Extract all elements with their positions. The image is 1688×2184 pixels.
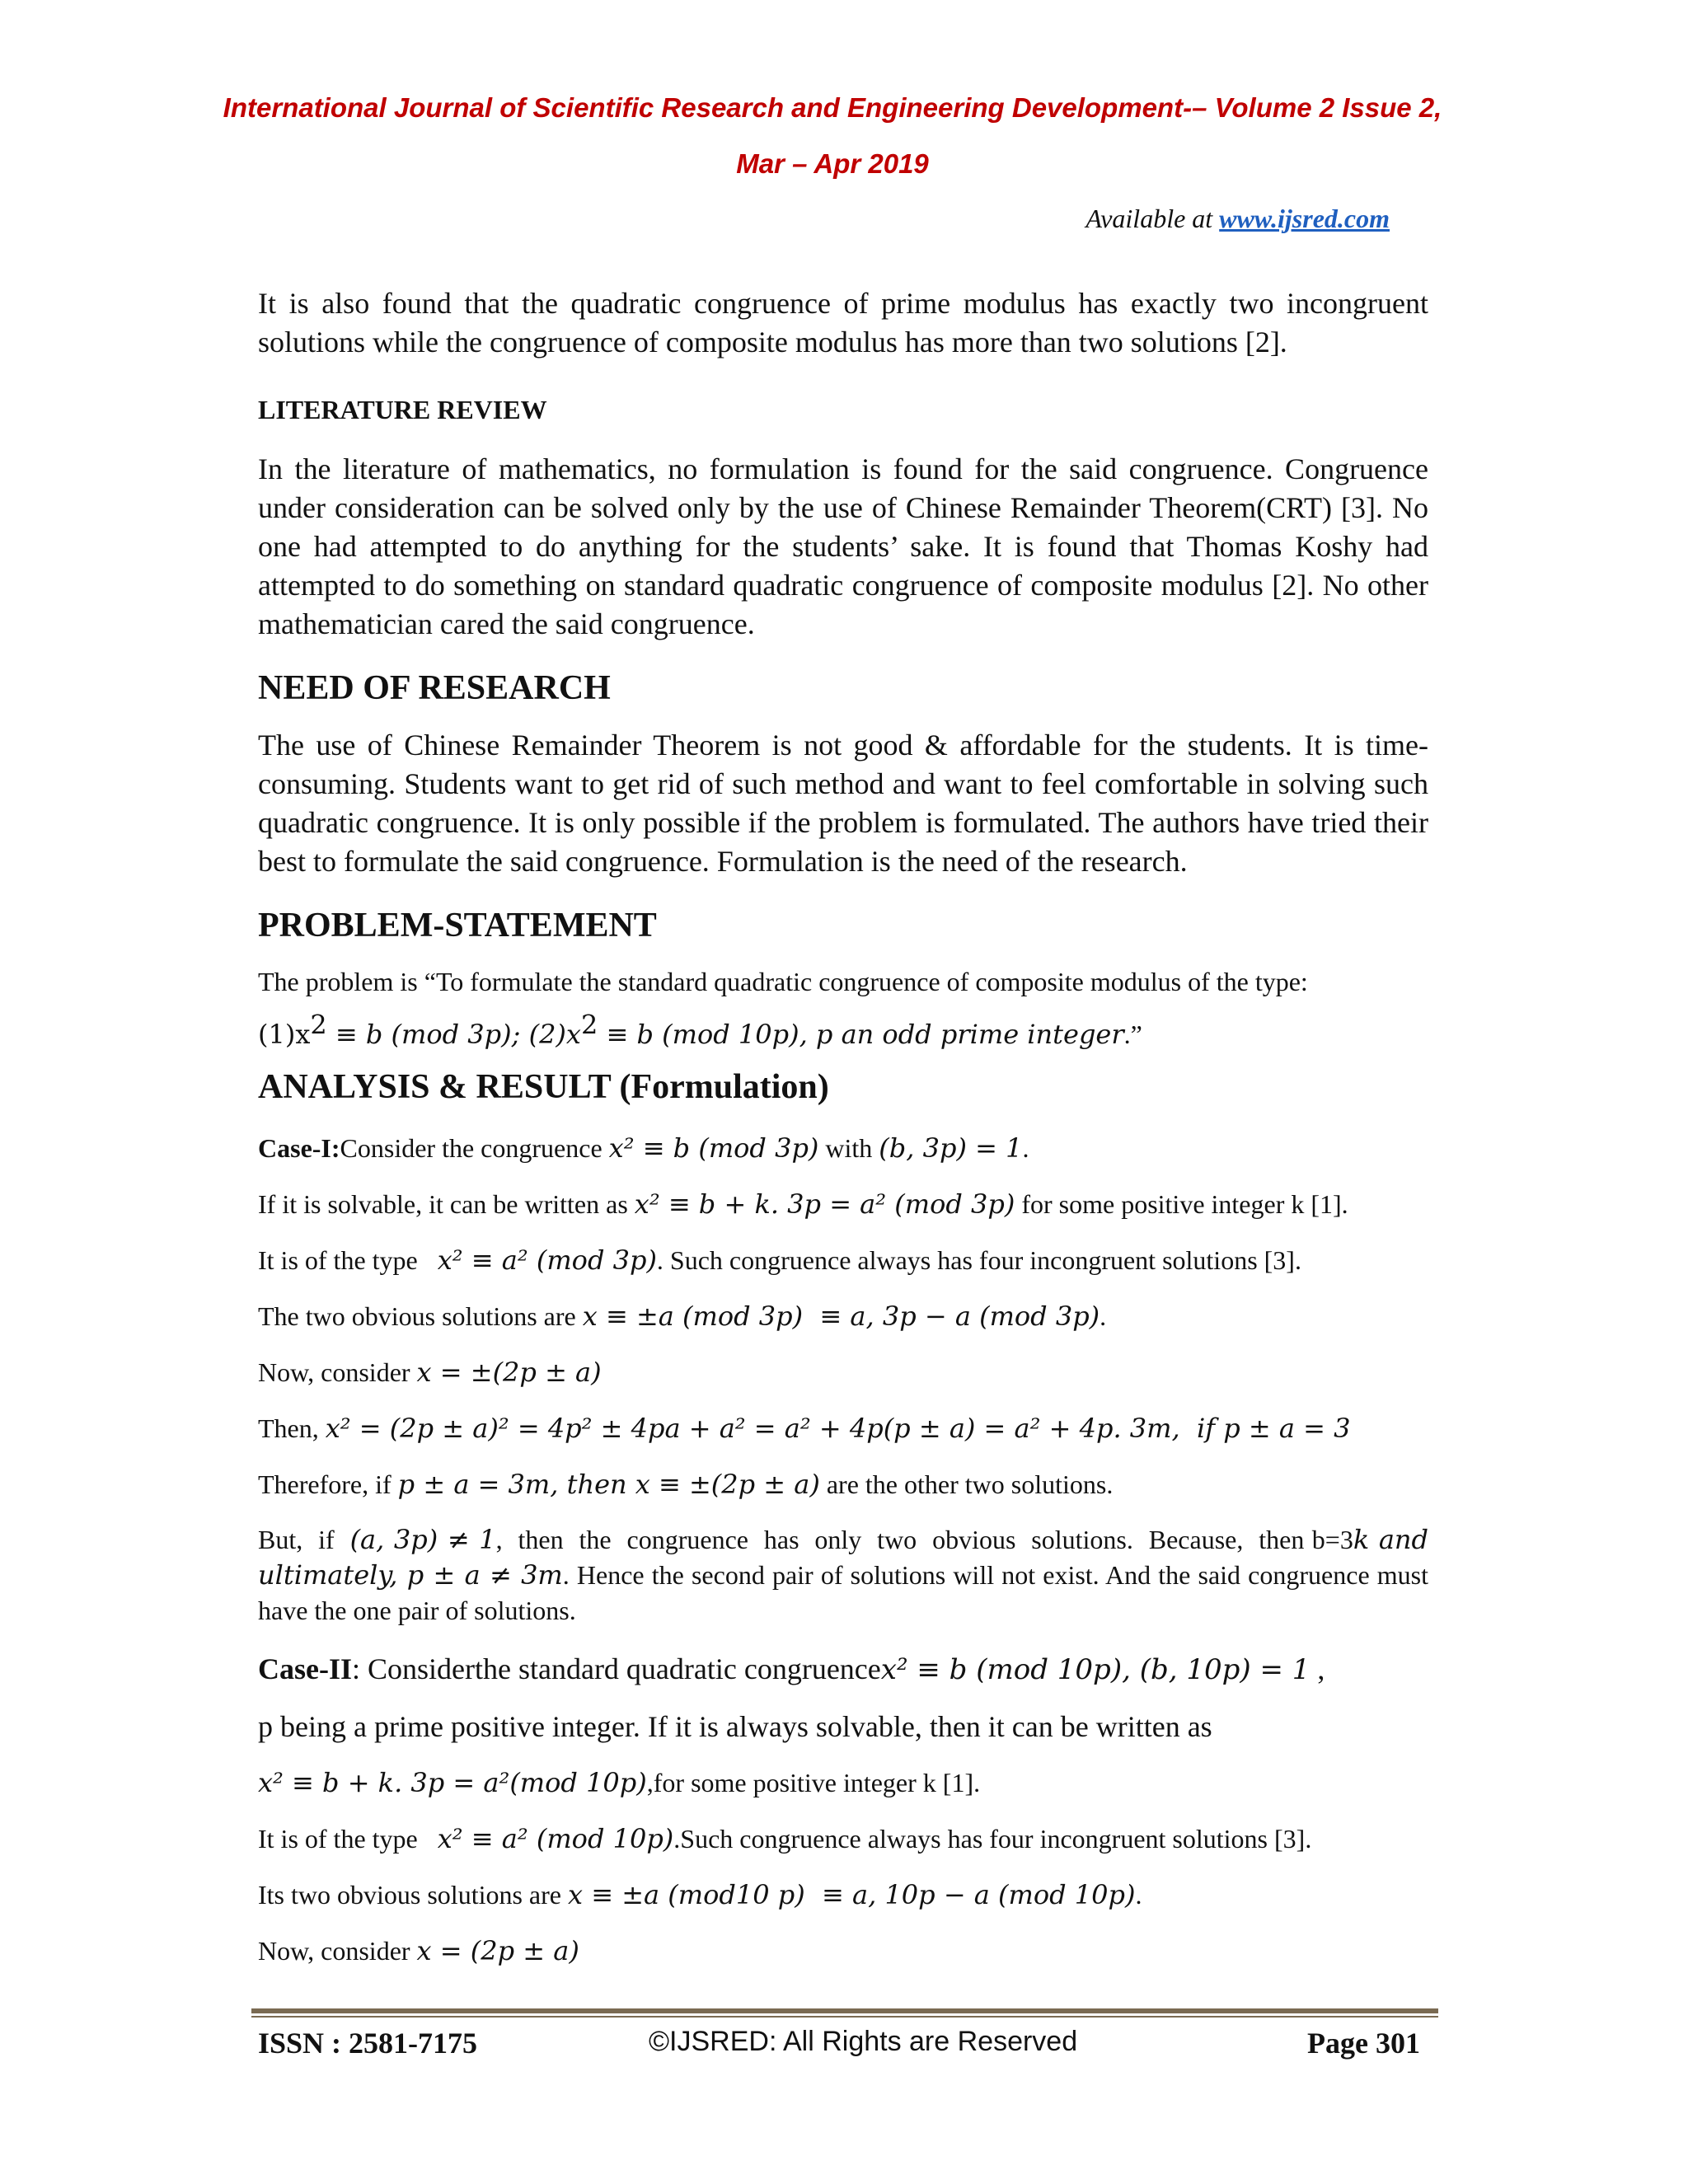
case1-then-line — [258, 1410, 1428, 1446]
case1-solvable-line — [258, 1186, 1428, 1222]
footer-page-number: Page 301 — [1307, 2027, 1420, 2060]
case1-obvious-line — [258, 1298, 1428, 1334]
therefore-equation: p ± a = 3m, then x ≡ ±(2p ± a) — [397, 1469, 820, 1500]
line-text: Therefore, if — [258, 1469, 398, 1499]
footer-rule-thin — [251, 2016, 1438, 2018]
line-text: .Such congruence always has four incongruent solutions [3]. — [673, 1824, 1312, 1854]
case2-solvable-line — [258, 1765, 1428, 1801]
line-text: Then, — [258, 1413, 326, 1443]
case2-obvious-line — [258, 1877, 1428, 1913]
availability-line — [1085, 204, 1390, 234]
solvable-equation: x² ≡ b + k. 3p = a² (mod 3p) — [634, 1188, 1015, 1220]
line-text: for some positive integer k [1]. — [1015, 1189, 1348, 1219]
problem-heading: PROBLEM-STATEMENT — [258, 907, 657, 944]
journal-header-title: International Journal of Scientific Research and Engineering Development-– Volume 2 Issue 2, — [223, 92, 1442, 123]
problem-equation-line: $(1)x^2 \equiv b$ (mod 3p); $(2)x^2 \equiv b$ (mod 10p), p an odd prime integer.” — [258, 1009, 1142, 1050]
line-text: . — [1135, 1880, 1142, 1910]
need-paragraph: The use of Chinese Remainder Theorem is not good & affordable for the students. It is time-consuming. Students want to get rid of such method and want to feel comfortable in solving such quadratic congruence. It is only possible if the problem is formulated. The authors have tried their best to formulate the said congruence. Formulation is the need of the research. — [258, 729, 1428, 878]
case2-consider-line — [258, 1933, 1428, 1969]
but-condition: (a, 3p) ≠ 1 — [349, 1524, 496, 1555]
need-heading: NEED OF RESEARCH — [258, 669, 611, 707]
case2-type-equation: x² ≡ a² (mod 10p) — [437, 1823, 674, 1854]
consider-equation: x = ±(2p ± a) — [416, 1357, 602, 1388]
line-text: Its two obvious solutions are — [258, 1880, 568, 1910]
case1-but-paragraph — [258, 1522, 1428, 1629]
literature-paragraph: In the literature of mathematics, no formulation is found for the said congruence. Congruence under consideration can be solved only by the use of Chinese Remainder Theorem(CRT) [3]. No one had attempted to do anything for the students’ sake. It is found that Thomas Koshy had attempted to do something on standard quadratic congruence of composite modulus [2]. No other mathematician cared the said congruence. — [258, 452, 1428, 640]
line-text: ,for some positive integer k [1]. — [646, 1768, 981, 1797]
case2-line — [258, 1650, 1428, 1690]
line-text: Now, consider — [258, 1936, 417, 1966]
case1-consider-line — [258, 1354, 1428, 1390]
obvious-equation: x ≡ ±a (mod 3p) ≡ a, 3p − a (mod 3p) — [582, 1301, 1100, 1332]
case1-type-line — [258, 1242, 1428, 1278]
case1-with: with — [818, 1133, 879, 1163]
problem-eq-part1: (1)x — [258, 1019, 311, 1050]
line-text: , then the congruence has only two obvious solutions. Because, then b=3 — [495, 1525, 1353, 1554]
but-equation: k and ultimately, p ± a ≠ 3m — [258, 1524, 1429, 1591]
case2-obvious-equation: x ≡ ±a (mod10 p) ≡ a, 10p − a (mod 10p) — [567, 1879, 1136, 1910]
case2-consider-equation: x = (2p ± a) — [416, 1935, 579, 1966]
line-text: . — [1100, 1301, 1107, 1331]
footer-rule-thick — [251, 2008, 1438, 2013]
case1-condition: (b, 3p) = 1 — [879, 1132, 1023, 1164]
case1-text: Consider the congruence — [340, 1133, 609, 1163]
literature-heading: LITERATURE REVIEW — [258, 395, 547, 424]
case2-prime-line: p being a prime positive integer. If it is always solvable, then it can be written as — [258, 1710, 1212, 1743]
case1-equation: x² ≡ b (mod 3p) — [608, 1132, 819, 1164]
case2-end: , — [1310, 1652, 1325, 1685]
line-text: It is of the type — [258, 1245, 438, 1275]
problem-eq-part3: ≡ b (mod 10p), p an odd prime integer — [598, 1019, 1124, 1050]
case2-text: : Considerthe standard quadratic congruence — [352, 1652, 881, 1685]
journal-website-link[interactable]: www.ijsred.com — [1219, 204, 1390, 233]
footer-copyright: ©IJSRED: All Rights are Reserved — [649, 2026, 1078, 2057]
case1-therefore-line — [258, 1466, 1428, 1502]
line-text: It is of the type — [258, 1824, 438, 1854]
case2-type-line — [258, 1821, 1428, 1857]
case1-label: Case-I: — [258, 1133, 340, 1163]
case2-label: Case-II — [258, 1652, 352, 1685]
type-equation: x² ≡ a² (mod 3p) — [437, 1244, 657, 1276]
problem-eq-end: .” — [1123, 1019, 1142, 1049]
line-text: Now, consider — [258, 1357, 417, 1387]
line-text: But, if — [258, 1525, 350, 1554]
line-text: The two obvious solutions are — [258, 1301, 583, 1331]
problem-paragraph: The problem is “To formulate the standard quadratic congruence of composite modulus of the type: — [258, 967, 1308, 996]
available-prefix: Available at — [1085, 204, 1213, 233]
problem-eq-part2: ≡ b (mod 3p); (2)x — [326, 1019, 581, 1050]
intro-paragraph: It is also found that the quadratic congruence of prime modulus has exactly two incongruent solutions while the congruence of composite modulus has more than two solutions [2]. — [258, 287, 1428, 359]
line-text: are the other two solutions. — [819, 1469, 1114, 1499]
expansion-equation: x² = (2p ± a)² = 4p² ± 4pa + a² = a² + 4p(p ± a) = a² + 4p. 3m, if p ± a = 3 — [325, 1413, 1351, 1444]
line-text: . Such congruence always has four incongruent solutions [3]. — [656, 1245, 1301, 1275]
line-text: If it is solvable, it can be written as — [258, 1189, 635, 1219]
line-text: . Hence the second pair of solutions will not exist. And the said congruence must have the one pair of solutions. — [258, 1560, 1429, 1625]
case2-equation: x² ≡ b (mod 10p), (b, 10p) = 1 — [880, 1653, 1311, 1686]
case1-dot: . — [1022, 1133, 1029, 1163]
case1-line — [258, 1130, 1428, 1166]
journal-header-date: Mar – Apr 2019 — [736, 148, 929, 179]
case2-solvable-equation: x² ≡ b + k. 3p = a²(mod 10p) — [258, 1767, 647, 1798]
article-body — [258, 284, 1428, 1969]
footer-issn: ISSN : 2581-7175 — [258, 2027, 478, 2060]
analysis-heading: ANALYSIS & RESULT (Formulation) — [258, 1068, 829, 1106]
